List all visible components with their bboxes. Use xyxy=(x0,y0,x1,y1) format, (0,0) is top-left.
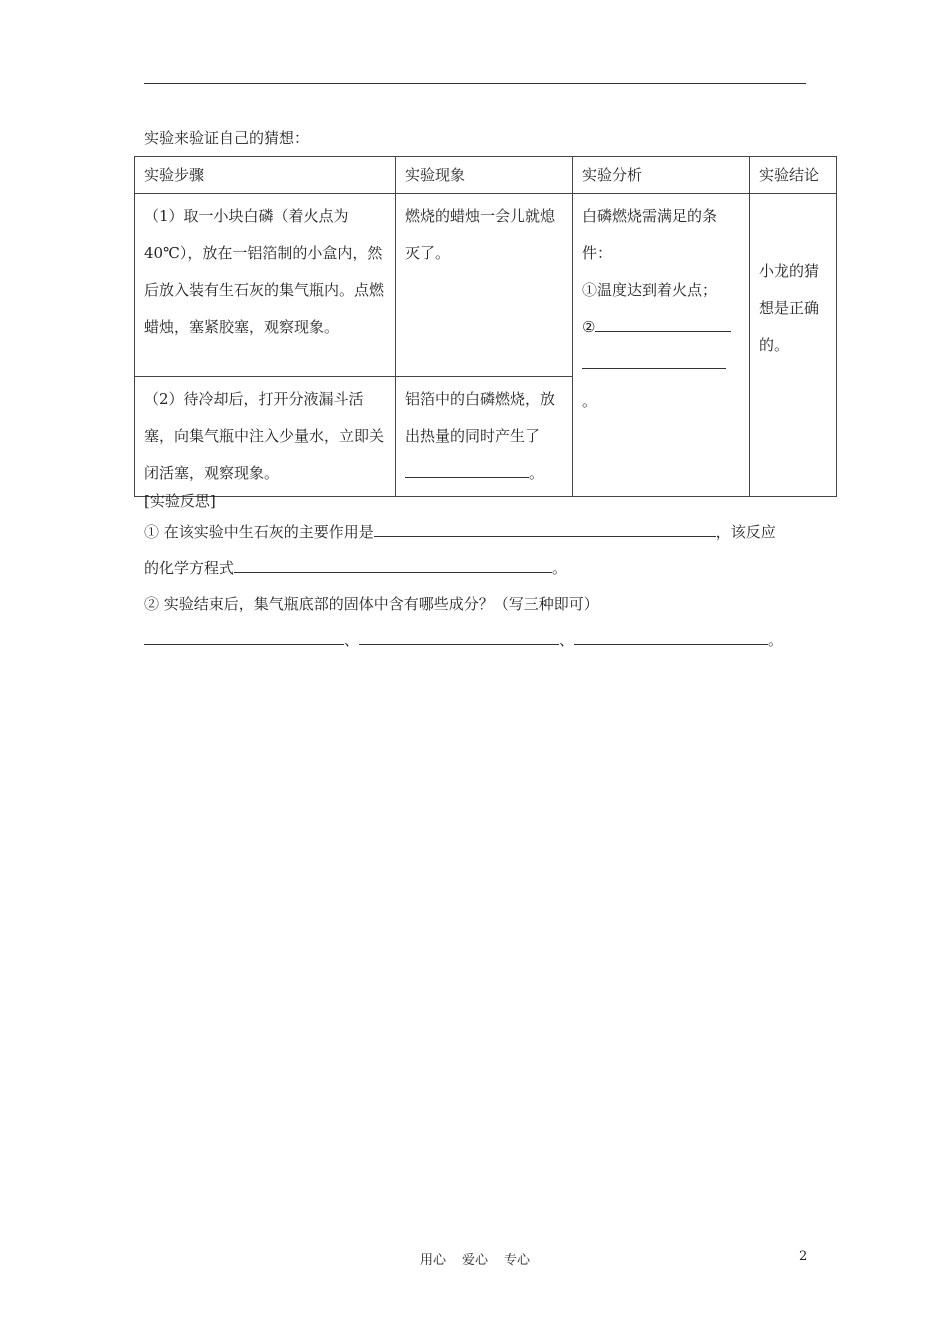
analysis-item2-prefix: ② xyxy=(582,318,596,336)
footer xyxy=(0,1249,950,1268)
experiment-table xyxy=(134,156,837,497)
separator-2: 、 xyxy=(559,631,575,649)
header-conclusion: 实验结论 xyxy=(750,157,837,194)
answer-blank-role[interactable] xyxy=(374,516,716,537)
reflection-heading: [实验反思] xyxy=(144,492,216,510)
analysis-cell xyxy=(573,194,750,497)
footer-text-2: 爱心 xyxy=(461,1253,488,1268)
reflection-section xyxy=(144,488,824,658)
analysis-line1: 白磷燃烧需满足的条件： xyxy=(582,207,718,262)
page-number: 2 xyxy=(799,1249,808,1264)
phenomenon-2-suffix: 。 xyxy=(529,464,545,482)
phenomenon-1: 燃烧的蜡烛一会儿就熄灭了。 xyxy=(396,194,573,377)
question-2-end: 。 xyxy=(768,631,784,649)
header-analysis: 实验分析 xyxy=(573,157,750,194)
question-1-mid: ，该反应 xyxy=(715,523,776,541)
analysis-blank-1[interactable] xyxy=(595,311,731,332)
answer-blank-1[interactable] xyxy=(144,624,344,645)
question-1-line2 xyxy=(144,550,824,586)
question-1 xyxy=(144,514,824,550)
table-row xyxy=(135,194,837,377)
answer-blank-equation[interactable] xyxy=(234,552,552,573)
analysis-end: 。 xyxy=(582,392,598,410)
intro-text: 实验来验证自己的猜想： xyxy=(144,129,310,147)
phenomenon-2-prefix: 铝箔中的白磷燃烧，放出热量的同时产生了 xyxy=(405,390,556,445)
conclusion-cell xyxy=(750,194,837,497)
question-1-line2-prefix: 的化学方程式 xyxy=(144,559,235,577)
header-phenomenon: 实验现象 xyxy=(396,157,573,194)
question-1-end: 。 xyxy=(552,559,568,577)
step-1: （1）取一小块白磷（着火点为40℃），放在一铝箔制的小盒内，然后放入装有生石灰的集气瓶内。点燃蜡烛，塞紧胶塞，观察现象。 xyxy=(135,194,396,377)
analysis-item1: ①温度达到着火点； xyxy=(582,281,718,299)
phenomenon-blank[interactable] xyxy=(405,457,529,478)
analysis-blank-2[interactable] xyxy=(582,348,726,369)
conclusion-text: 小龙的猜想是正确的。 xyxy=(759,261,820,354)
question-1-prefix: ① 在该实验中生石灰的主要作用是 xyxy=(144,523,374,541)
question-2-answers xyxy=(144,622,824,658)
step-2: （2）待冷却后，打开分液漏斗活塞，向集气瓶中注入少量水，立即关闭活塞，观察现象。 xyxy=(135,377,396,497)
table-header-row xyxy=(135,157,837,194)
footer-text-1: 用心 xyxy=(419,1253,446,1268)
question-2: ② 实验结束后，集气瓶底部的固体中含有哪些成分？（写三种即可） xyxy=(144,595,599,613)
footer-text-3: 专心 xyxy=(504,1253,531,1268)
header-rule xyxy=(144,83,806,84)
answer-blank-2[interactable] xyxy=(359,624,559,645)
phenomenon-2 xyxy=(396,377,573,497)
header-step: 实验步骤 xyxy=(135,157,396,194)
answer-blank-3[interactable] xyxy=(574,624,768,645)
separator-1: 、 xyxy=(344,631,360,649)
